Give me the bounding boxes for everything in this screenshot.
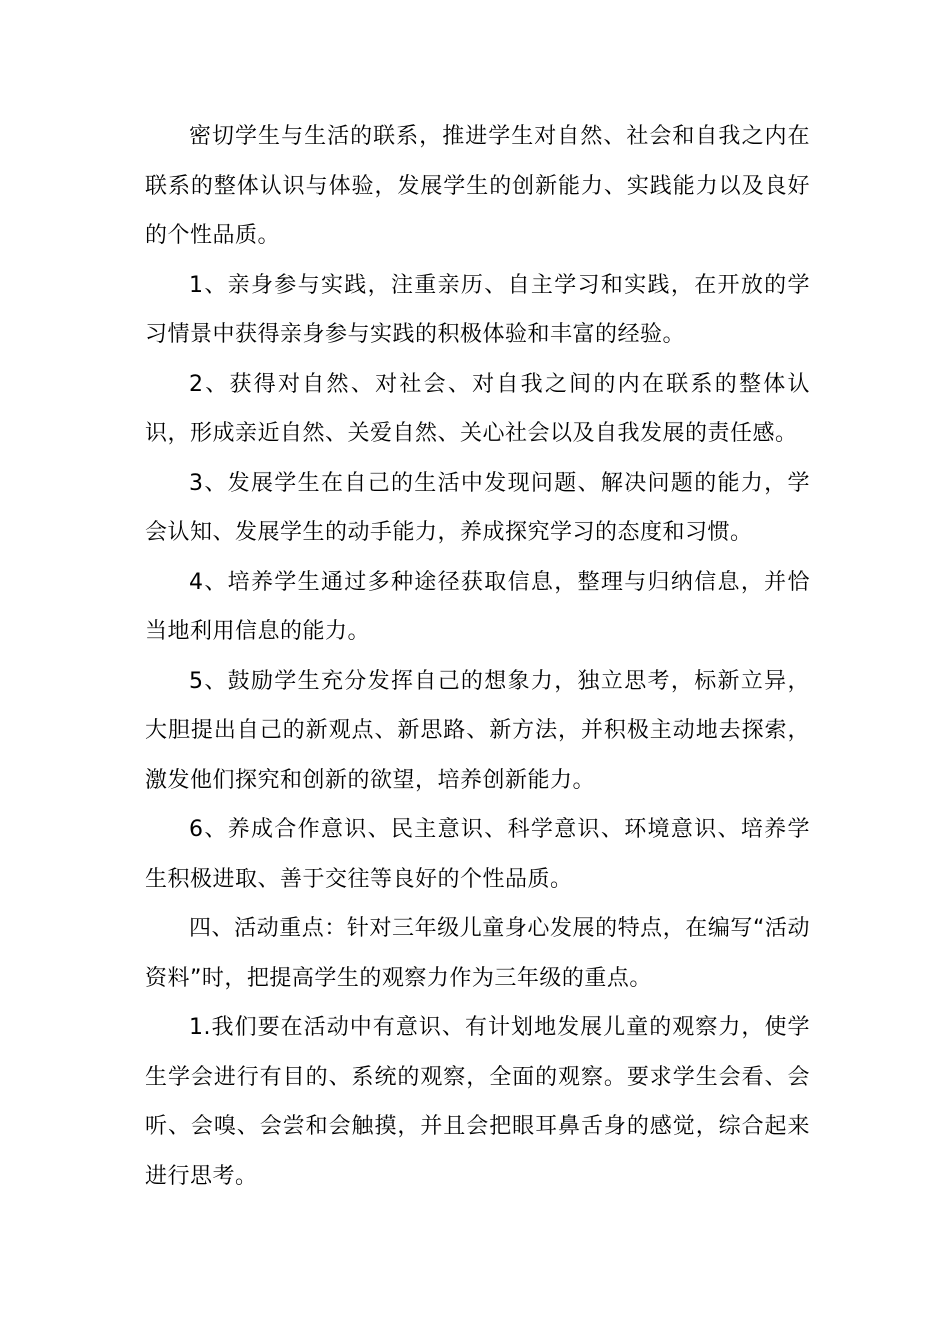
paragraph-key-point-1: 1.我们要在活动中有意识、有计划地发展儿童的观察力，使学生学会进行有目的、系统的观察，全面的观察。要求学生会看、会听、会嗅、会尝和会触摸，并且会把眼耳鼻舌身的感觉，综合起来进行思考。	[145, 1015, 810, 1189]
paragraph-intro: 密切学生与生活的联系，推进学生对自然、社会和自我之内在联系的整体认识与体验，发展学生的创新能力、实践能力以及良好的个性品质。	[145, 124, 810, 248]
document-body	[145, 112, 810, 1201]
paragraph-goal-4: 4、培养学生通过多种途径获取信息，整理与归纳信息，并恰当地利用信息的能力。	[145, 569, 810, 644]
paragraph-goal-3: 3、发展学生在自己的生活中发现问题、解决问题的能力，学会认知、发展学生的动手能力，养成探究学习的态度和习惯。	[145, 470, 810, 545]
paragraph-goal-2: 2、获得对自然、对社会、对自我之间的内在联系的整体认识，形成亲近自然、关爱自然、关心社会以及自我发展的责任感。	[145, 371, 810, 446]
paragraph-goal-6: 6、养成合作意识、民主意识、科学意识、环境意识、培养学生积极进取、善于交往等良好的个性品质。	[145, 817, 810, 892]
paragraph-section-4-heading: 四、活动重点：针对三年级儿童身心发展的特点，在编写“活动资料”时，把提高学生的观察力作为三年级的重点。	[145, 916, 810, 991]
paragraph-goal-1: 1、亲身参与实践，注重亲历、自主学习和实践，在开放的学习情景中获得亲身参与实践的积极体验和丰富的经验。	[145, 272, 810, 347]
paragraph-goal-5: 5、鼓励学生充分发挥自己的想象力，独立思考，标新立异，大胆提出自己的新观点、新思路、新方法，并积极主动地去探索，激发他们探究和创新的欲望，培养创新能力。	[145, 668, 810, 793]
